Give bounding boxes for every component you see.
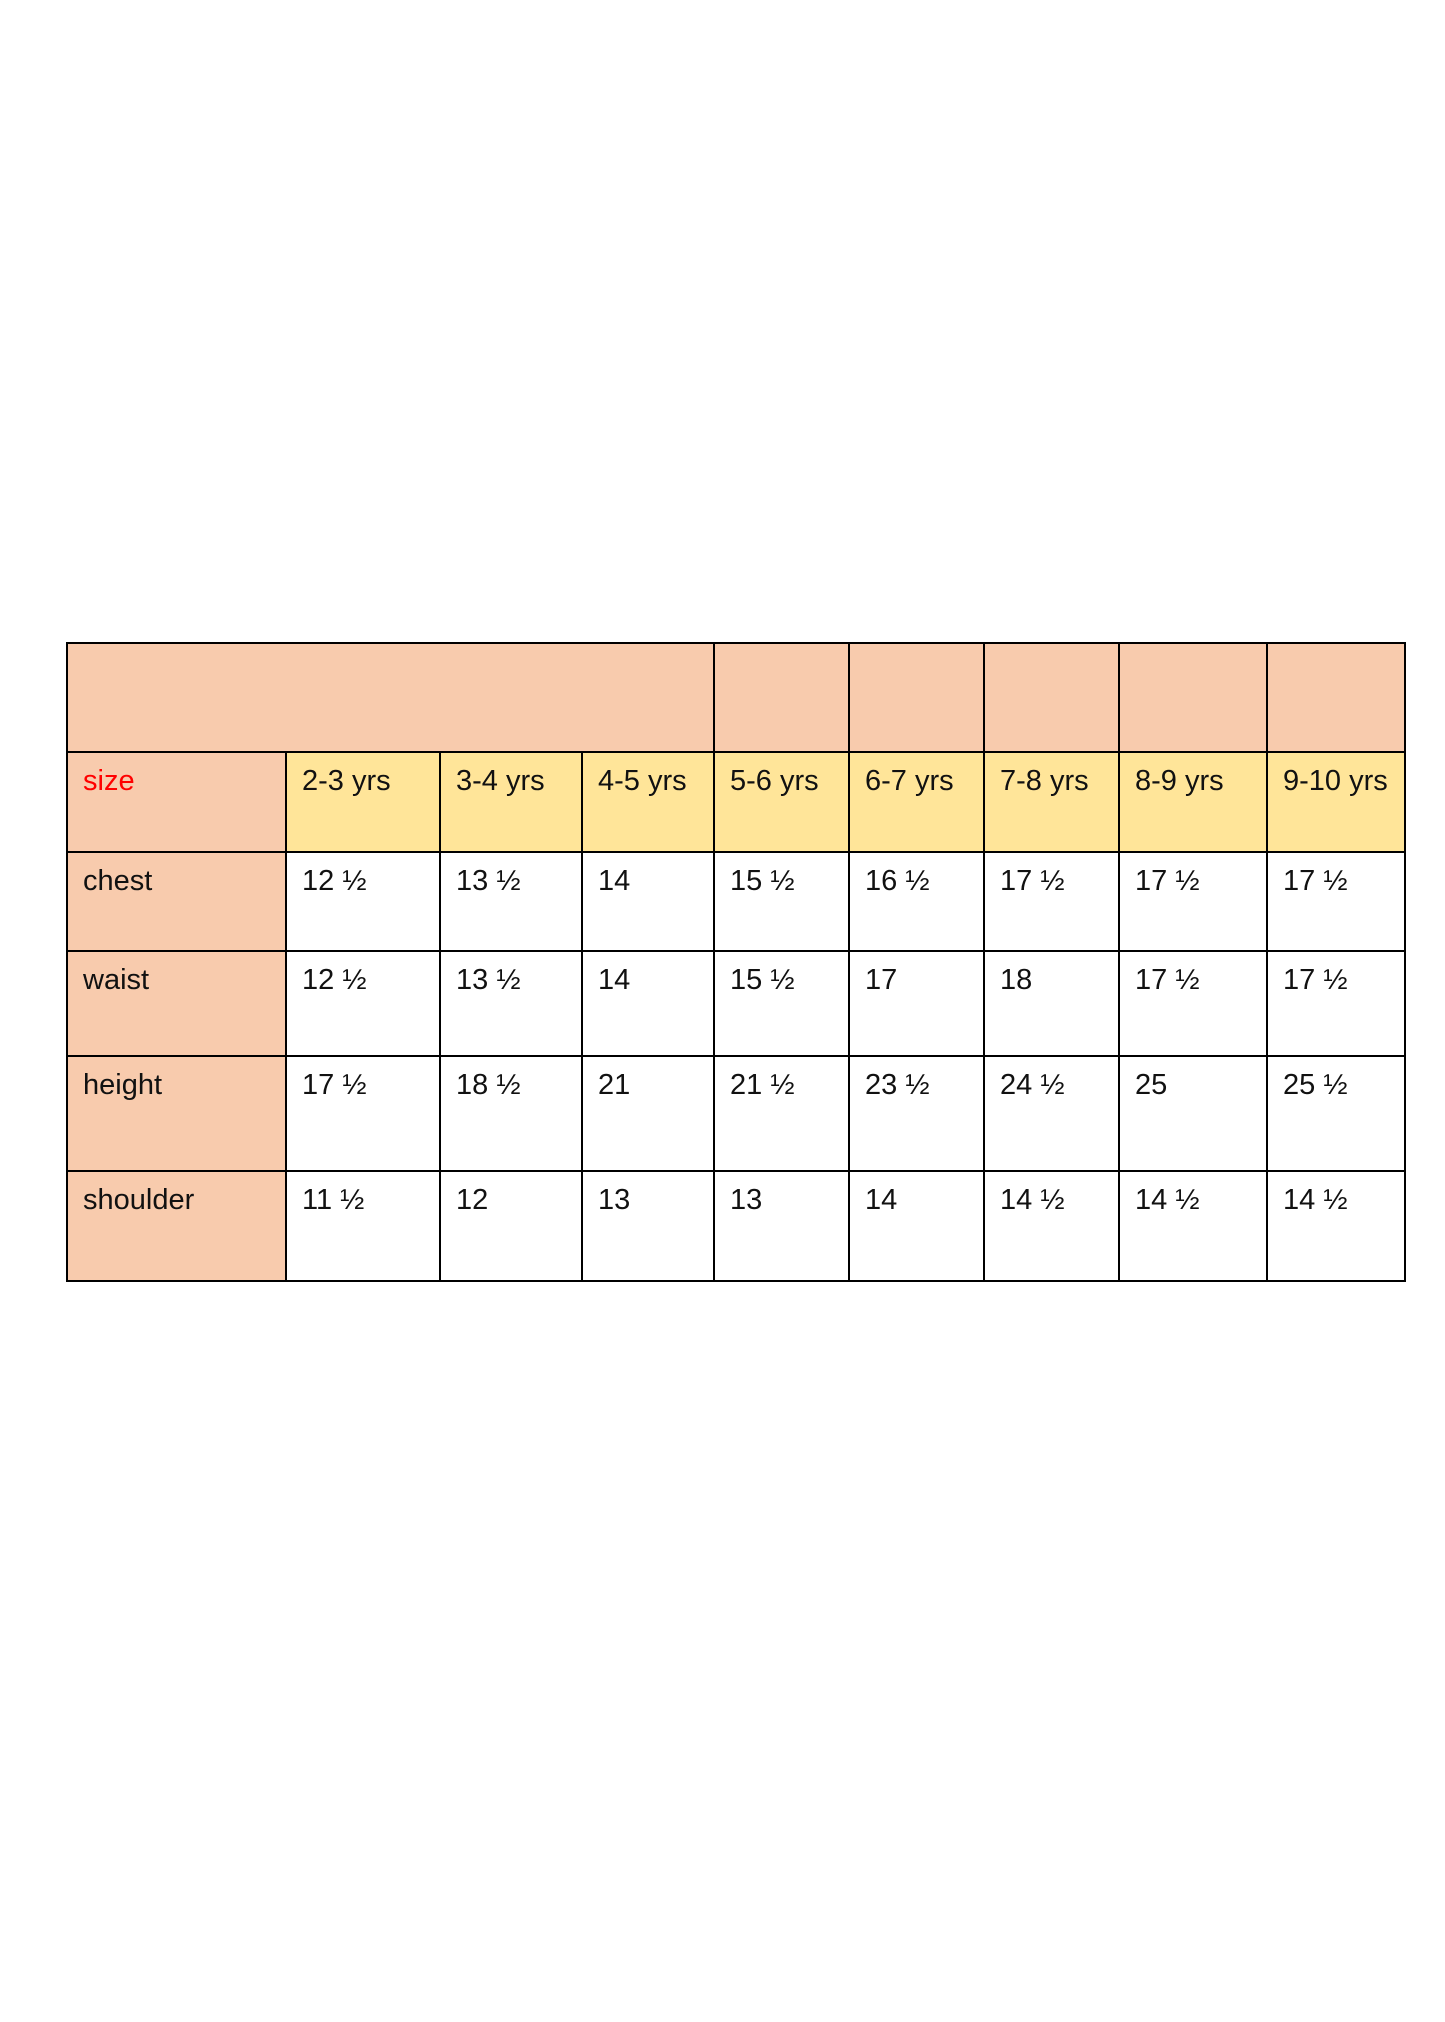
banner-cell [1119, 643, 1267, 752]
cell-shoulder-2-3: 11 ½ [286, 1171, 440, 1281]
cell-waist-6-7: 17 [849, 951, 984, 1056]
cell-chest-5-6: 15 ½ [714, 852, 849, 951]
cell-waist-5-6: 15 ½ [714, 951, 849, 1056]
table-row-shoulder [67, 1171, 1405, 1281]
row-label-height: height [67, 1056, 286, 1171]
banner-cell [984, 643, 1119, 752]
cell-height-6-7: 23 ½ [849, 1056, 984, 1171]
cell-chest-3-4: 13 ½ [440, 852, 582, 951]
cell-waist-9-10: 17 ½ [1267, 951, 1405, 1056]
cell-waist-3-4: 13 ½ [440, 951, 582, 1056]
banner-row [67, 643, 1405, 752]
header-cell-8-9-yrs: 8-9 yrs [1119, 752, 1267, 852]
cell-chest-2-3: 12 ½ [286, 852, 440, 951]
header-cell-5-6-yrs: 5-6 yrs [714, 752, 849, 852]
cell-height-2-3: 17 ½ [286, 1056, 440, 1171]
header-cell-3-4-yrs: 3-4 yrs [440, 752, 582, 852]
row-label-waist: waist [67, 951, 286, 1056]
header-cell-7-8-yrs: 7-8 yrs [984, 752, 1119, 852]
cell-height-9-10: 25 ½ [1267, 1056, 1405, 1171]
cell-shoulder-3-4: 12 [440, 1171, 582, 1281]
cell-height-3-4: 18 ½ [440, 1056, 582, 1171]
size-chart-table [66, 642, 1406, 1282]
banner-cell [1267, 643, 1405, 752]
cell-chest-4-5: 14 [582, 852, 714, 951]
cell-chest-9-10: 17 ½ [1267, 852, 1405, 951]
row-label-shoulder: shoulder [67, 1171, 286, 1281]
header-row [67, 752, 1405, 852]
cell-height-8-9: 25 [1119, 1056, 1267, 1171]
cell-shoulder-5-6: 13 [714, 1171, 849, 1281]
table-row-height [67, 1056, 1405, 1171]
cell-chest-8-9: 17 ½ [1119, 852, 1267, 951]
cell-chest-6-7: 16 ½ [849, 852, 984, 951]
header-cell-9-10-yrs: 9-10 yrs [1267, 752, 1405, 852]
header-cell-6-7-yrs: 6-7 yrs [849, 752, 984, 852]
table-row-waist [67, 951, 1405, 1056]
size-header-label: size [67, 752, 286, 852]
cell-shoulder-9-10: 14 ½ [1267, 1171, 1405, 1281]
cell-shoulder-7-8: 14 ½ [984, 1171, 1119, 1281]
cell-chest-7-8: 17 ½ [984, 852, 1119, 951]
header-cell-4-5-yrs: 4-5 yrs [582, 752, 714, 852]
banner-merged-cell [67, 643, 714, 752]
cell-waist-2-3: 12 ½ [286, 951, 440, 1056]
row-label-chest: chest [67, 852, 286, 951]
banner-cell [849, 643, 984, 752]
cell-waist-8-9: 17 ½ [1119, 951, 1267, 1056]
cell-shoulder-8-9: 14 ½ [1119, 1171, 1267, 1281]
header-cell-2-3-yrs: 2-3 yrs [286, 752, 440, 852]
banner-cell [714, 643, 849, 752]
cell-waist-4-5: 14 [582, 951, 714, 1056]
cell-shoulder-6-7: 14 [849, 1171, 984, 1281]
cell-height-4-5: 21 [582, 1056, 714, 1171]
cell-waist-7-8: 18 [984, 951, 1119, 1056]
cell-height-5-6: 21 ½ [714, 1056, 849, 1171]
cell-shoulder-4-5: 13 [582, 1171, 714, 1281]
table-row-chest [67, 852, 1405, 951]
cell-height-7-8: 24 ½ [984, 1056, 1119, 1171]
